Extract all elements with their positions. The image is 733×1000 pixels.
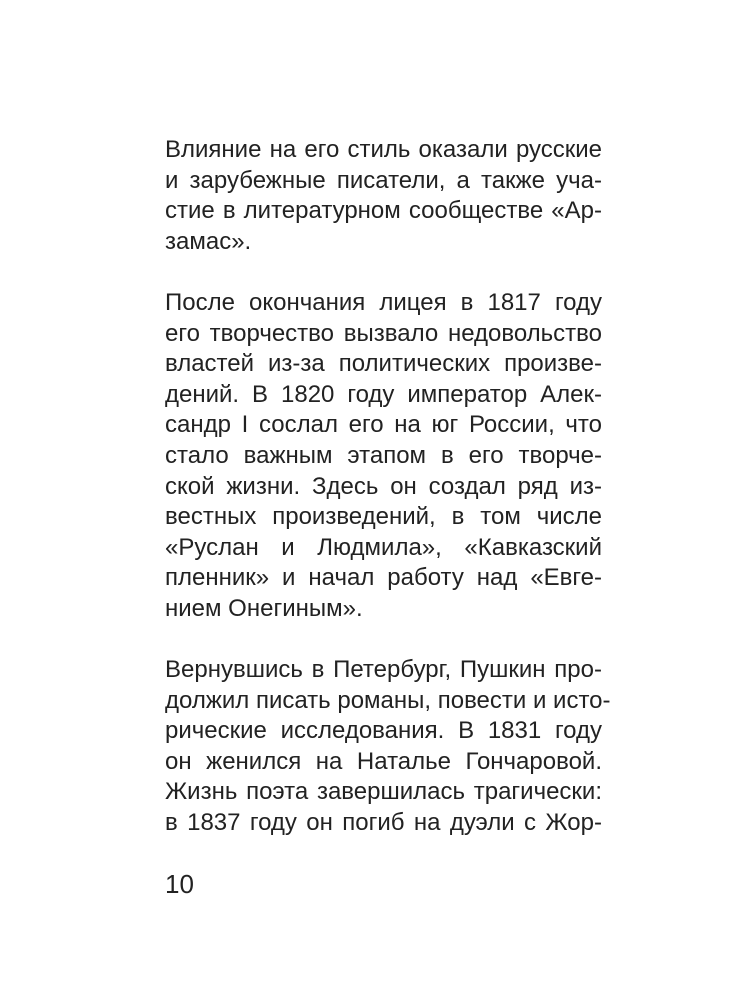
text-line: ской жизни. Здесь он создал ряд из- [165,472,602,500]
text-line: он женился на Наталье Гончаровой. [165,747,602,775]
text-line: «Руслан и Людмила», «Кавказский [165,533,602,561]
text-line: дений. В 1820 году император Алек- [165,380,602,408]
text-line: стие в литературном сообществе «Ар- [165,197,602,225]
paragraph [165,288,602,625]
text-line: пленник» и начал работу над «Евге- [165,564,602,592]
text-line: вестных произведений, в том числе [165,503,602,531]
text-line: рические исследования. В 1831 году [165,717,602,745]
text-line: властей из-за политических произве- [165,350,602,378]
text-line: его творчество вызвало недовольство [165,319,602,347]
paragraph [165,655,611,839]
text-line: и зарубежные писатели, а также уча- [165,166,602,194]
text-line: сандр I сослал его на юг России, что [165,411,602,439]
text-line: Влияние на его стиль оказали русские [165,136,602,163]
text-line: замас». [165,227,252,255]
text-line: Вернувшись в Петербург, Пушкин про- [165,656,602,684]
paragraph [165,135,602,257]
text-line: должил писать романы, повести и исто- [165,686,611,714]
text-line: стало важным этапом в его творче- [165,441,602,469]
text-line: в 1837 году он погиб на дуэли с Жор- [165,809,602,837]
text-line: Жизнь поэта завершилась трагически: [165,778,602,806]
text-line: нием Онегиным». [165,594,363,622]
body-text [165,135,611,869]
page-number: 10 [165,869,194,899]
text-line: После окончания лицея в 1817 году [165,288,602,316]
